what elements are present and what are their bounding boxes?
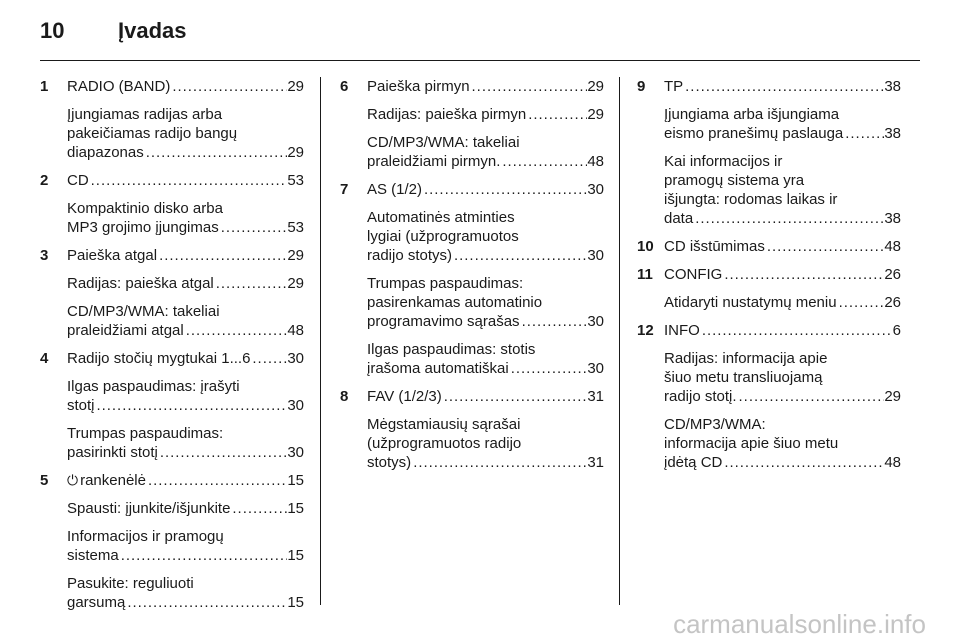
entry-body xyxy=(67,171,304,190)
dot-leader xyxy=(125,593,287,612)
toc-text xyxy=(664,387,737,406)
toc-line: (užprogramuotos radijo xyxy=(367,435,522,452)
page-ref: 30 xyxy=(287,350,304,367)
toc-text-value: CONFIG xyxy=(664,266,723,283)
column-3 xyxy=(637,77,901,481)
entry-body xyxy=(67,246,304,265)
toc-line xyxy=(664,453,901,472)
toc-text xyxy=(664,321,700,340)
toc-entry xyxy=(40,349,304,462)
dot-leader xyxy=(89,171,288,190)
toc-sub-entry xyxy=(340,340,604,378)
page-ref: 30 xyxy=(587,360,604,377)
page-ref: 31 xyxy=(587,454,604,471)
toc-line: Kompaktinio disko arba xyxy=(67,200,223,217)
column-1 xyxy=(40,77,304,621)
column-divider xyxy=(619,77,620,605)
toc-text xyxy=(367,152,500,171)
toc-text-value: Spausti: įjunkite/išjunkite xyxy=(67,500,231,517)
entry-body xyxy=(67,349,304,368)
toc-sub-entry xyxy=(40,377,304,415)
toc-text-value: stotį xyxy=(67,397,95,414)
entry-body xyxy=(367,180,604,199)
toc-line: išjungta: rodomas laikas ir xyxy=(664,191,838,208)
toc-text xyxy=(67,396,95,415)
toc-entry xyxy=(340,180,604,378)
toc-text-value: garsumą xyxy=(67,594,126,611)
toc-entry-main xyxy=(637,77,901,96)
toc-entry-main xyxy=(40,471,304,490)
page-ref: 48 xyxy=(884,238,901,255)
toc-text xyxy=(67,246,157,265)
toc-line xyxy=(664,77,901,96)
toc-sub-entry xyxy=(40,302,304,340)
dot-leader xyxy=(700,321,893,340)
toc-text xyxy=(67,443,158,462)
toc-text xyxy=(367,359,509,378)
toc-line xyxy=(367,77,604,96)
dot-leader xyxy=(411,453,587,472)
dot-leader xyxy=(765,237,884,256)
toc-entry-main xyxy=(637,237,901,256)
toc-text-value: MP3 grojimo įjungimas xyxy=(67,219,219,236)
toc-line xyxy=(664,293,901,312)
toc-text-value: FAV (1/2/3) xyxy=(367,388,442,405)
toc-entry xyxy=(637,77,901,228)
page-ref: 30 xyxy=(587,247,604,264)
page-ref: 30 xyxy=(587,181,604,198)
entry-body xyxy=(664,265,901,284)
page-title: Įvadas xyxy=(118,18,187,43)
toc-entry xyxy=(340,387,604,472)
entry-number: 7 xyxy=(340,181,349,198)
toc-text xyxy=(367,77,470,96)
toc-line xyxy=(67,321,304,340)
header-rule xyxy=(40,60,920,61)
entry-body xyxy=(664,237,901,256)
toc-text-value: įrašoma automatiškai xyxy=(367,360,509,377)
page-ref: 53 xyxy=(287,219,304,236)
toc-text-value: stotys) xyxy=(367,454,412,471)
entry-body xyxy=(67,471,304,490)
page-number: 10 xyxy=(40,18,65,43)
toc-entry xyxy=(637,265,901,312)
page-ref: 29 xyxy=(287,275,304,292)
page-ref: 29 xyxy=(287,247,304,264)
entry-body xyxy=(664,321,901,340)
toc-text-value: Radijas: paieška pirmyn xyxy=(367,106,527,123)
dot-leader xyxy=(693,209,884,228)
dot-leader xyxy=(422,180,587,199)
toc-text xyxy=(664,453,722,472)
toc-line: pramogų sistema yra xyxy=(664,172,805,189)
toc-line xyxy=(367,152,604,171)
toc-text-value: CD xyxy=(67,172,89,189)
page-ref: 29 xyxy=(287,78,304,95)
toc-text xyxy=(664,293,837,312)
page-ref: 53 xyxy=(287,172,304,189)
toc-text xyxy=(67,546,119,565)
toc-entry-main xyxy=(637,265,901,284)
toc-text-value: sistema xyxy=(67,547,119,564)
toc-line xyxy=(367,246,604,265)
column-divider xyxy=(320,77,321,605)
toc-sub-entry xyxy=(40,499,304,518)
toc-entry-main xyxy=(40,349,304,368)
column-2 xyxy=(340,77,604,481)
toc-text-value: eismo pranešimų paslauga xyxy=(664,125,844,142)
dot-leader xyxy=(737,387,885,406)
toc-line: Informacijos ir pramogų xyxy=(67,528,224,545)
toc-entry-main xyxy=(40,171,304,190)
toc-text-value: praleidžiami atgal xyxy=(67,322,184,339)
toc-sub-entry xyxy=(40,527,304,565)
toc-line xyxy=(664,209,901,228)
toc-line xyxy=(367,453,604,472)
toc-line xyxy=(367,312,604,331)
toc-text xyxy=(664,124,843,143)
toc-line xyxy=(367,105,604,124)
toc-line: Įjungiama arba išjungiama xyxy=(664,106,840,123)
entry-body xyxy=(67,77,304,96)
toc-text xyxy=(67,77,170,96)
toc-line: Kai informacijos ir xyxy=(664,153,783,170)
toc-text xyxy=(67,593,125,612)
dot-leader xyxy=(158,443,287,462)
power-icon: ⏻ xyxy=(67,472,79,488)
dot-leader xyxy=(144,143,288,162)
entry-number: 1 xyxy=(40,78,49,95)
toc-sub-entry xyxy=(40,274,304,293)
toc-entry xyxy=(637,321,901,472)
toc-line xyxy=(664,321,901,340)
toc-entry xyxy=(40,246,304,340)
toc-line xyxy=(664,124,901,143)
dot-leader xyxy=(230,499,287,518)
entry-body xyxy=(664,77,901,96)
toc-line xyxy=(367,359,604,378)
dot-leader xyxy=(214,274,288,293)
toc-entry xyxy=(40,77,304,162)
toc-sub-entry xyxy=(40,105,304,162)
toc-line xyxy=(67,218,304,237)
page-ref: 48 xyxy=(884,454,901,471)
toc-line xyxy=(67,349,304,368)
dot-leader xyxy=(520,312,588,331)
entry-number: 2 xyxy=(40,172,49,189)
entry-number: 9 xyxy=(637,78,646,95)
toc-text xyxy=(67,499,230,518)
toc-text xyxy=(67,321,184,340)
toc-entry xyxy=(40,471,304,612)
toc-text-value: pasirinkti stotį xyxy=(67,444,158,461)
dot-leader xyxy=(250,349,287,368)
dot-leader xyxy=(170,77,287,96)
toc-sub-entry xyxy=(340,274,604,331)
dot-leader xyxy=(509,359,588,378)
toc-text-value: įdėtą CD xyxy=(664,454,723,471)
toc-text xyxy=(367,105,526,124)
toc-text xyxy=(67,143,144,162)
toc-line xyxy=(664,387,901,406)
toc-line xyxy=(67,171,304,190)
toc-text xyxy=(367,453,411,472)
page-ref: 38 xyxy=(884,78,901,95)
toc-line xyxy=(67,143,304,162)
entry-body xyxy=(367,387,604,406)
toc-text-value: Paieška atgal xyxy=(67,247,158,264)
toc-text-value: radijo stotį. xyxy=(664,388,737,405)
toc-text xyxy=(367,180,422,199)
entry-number: 8 xyxy=(340,388,349,405)
toc-line xyxy=(67,471,304,490)
page-ref: 6 xyxy=(892,322,901,339)
toc-line: Ilgas paspaudimas: stotis xyxy=(367,341,536,358)
toc-sub-entry xyxy=(637,293,901,312)
toc-line: šiuo metu transliuojamą xyxy=(664,369,823,386)
toc-line xyxy=(664,237,901,256)
toc-text-value: Paieška pirmyn xyxy=(367,78,470,95)
toc-line xyxy=(67,246,304,265)
toc-text-value: programavimo sąrašas xyxy=(367,313,520,330)
dot-leader xyxy=(500,152,587,171)
page-ref: 29 xyxy=(587,78,604,95)
toc-text-value: Radijas: paieška atgal xyxy=(67,275,214,292)
toc-sub-entry xyxy=(40,574,304,612)
toc-entry-main xyxy=(40,246,304,265)
toc-text xyxy=(67,349,250,368)
toc-text-value: RADIO (BAND) xyxy=(67,78,171,95)
toc-line xyxy=(67,593,304,612)
toc-sub-entry xyxy=(340,133,604,171)
toc-entry xyxy=(637,237,901,256)
toc-sub-entry xyxy=(340,105,604,124)
toc-sub-entry xyxy=(340,208,604,265)
toc-text-value: data xyxy=(664,210,694,227)
toc-entry-main xyxy=(340,180,604,199)
toc-entry-main xyxy=(637,321,901,340)
toc-text-value: Atidaryti nustatymų meniu xyxy=(664,294,837,311)
dot-leader xyxy=(95,396,288,415)
toc-line xyxy=(67,274,304,293)
toc-sub-entry xyxy=(637,152,901,228)
toc-text xyxy=(664,265,722,284)
entry-body xyxy=(367,77,604,96)
toc-text-value: Radijo stočių mygtukai 1...6 xyxy=(67,350,251,367)
toc-line: pakeičiamas radijo bangų xyxy=(67,125,238,142)
toc-text-value: rankenėlė xyxy=(80,472,146,489)
toc-line: Trumpas paspaudimas: xyxy=(367,275,524,292)
toc-sub-entry xyxy=(40,424,304,462)
toc-line: Trumpas paspaudimas: xyxy=(67,425,224,442)
toc-entry-main xyxy=(340,77,604,96)
toc-line xyxy=(67,77,304,96)
toc-sub-entry xyxy=(637,349,901,406)
toc-line: CD/MP3/WMA: takeliai xyxy=(67,303,220,320)
dot-leader xyxy=(157,246,287,265)
toc-text xyxy=(664,209,693,228)
toc-text xyxy=(367,387,442,406)
toc-line xyxy=(67,396,304,415)
dot-leader xyxy=(722,265,884,284)
watermark: carmanualsonline.info xyxy=(673,609,926,639)
toc-text xyxy=(367,246,452,265)
toc-line: Mėgstamiausių sąrašai xyxy=(367,416,521,433)
toc-entry xyxy=(40,171,304,237)
page-ref: 29 xyxy=(587,106,604,123)
toc-sub-entry xyxy=(637,415,901,472)
toc-text-value: diapazonas xyxy=(67,144,144,161)
page-ref: 30 xyxy=(287,444,304,461)
toc-text xyxy=(67,171,89,190)
dot-leader xyxy=(442,387,588,406)
toc-sub-entry xyxy=(637,105,901,143)
dot-leader xyxy=(119,546,288,565)
toc-text-value: TP xyxy=(664,78,684,95)
toc-text-value: AS (1/2) xyxy=(367,181,423,198)
page-ref: 31 xyxy=(587,388,604,405)
toc-entry-main xyxy=(340,387,604,406)
entry-number: 3 xyxy=(40,247,49,264)
toc-line: CD/MP3/WMA: takeliai xyxy=(367,134,520,151)
toc-text-value: praleidžiami pirmyn. xyxy=(367,153,501,170)
page-ref: 30 xyxy=(287,397,304,414)
toc-line: CD/MP3/WMA: xyxy=(664,416,766,433)
toc-text xyxy=(664,77,683,96)
toc-line: informacija apie šiuo metu xyxy=(664,435,839,452)
toc-line: Automatinės atminties xyxy=(367,209,515,226)
toc-sub-entry xyxy=(40,199,304,237)
toc-line xyxy=(367,180,604,199)
page-ref: 48 xyxy=(287,322,304,339)
page-ref: 30 xyxy=(587,313,604,330)
entry-number: 6 xyxy=(340,78,349,95)
dot-leader xyxy=(526,105,587,124)
toc-sub-entry xyxy=(340,415,604,472)
dot-leader xyxy=(843,124,884,143)
toc-line: lygiai (užprogramuotos xyxy=(367,228,519,245)
toc-line: Ilgas paspaudimas: įrašyti xyxy=(67,378,240,395)
toc-text-value: CD išstūmimas xyxy=(664,238,765,255)
entry-number: 10 xyxy=(637,238,654,255)
toc-text-value: radijo stotys) xyxy=(367,247,453,264)
page-ref: 38 xyxy=(884,210,901,227)
toc-entry-main xyxy=(40,77,304,96)
toc-line xyxy=(67,546,304,565)
toc-line xyxy=(664,265,901,284)
toc-entry xyxy=(340,77,604,171)
page-ref: 15 xyxy=(287,547,304,564)
page-ref: 26 xyxy=(884,294,901,311)
page-ref: 26 xyxy=(884,266,901,283)
page-ref: 29 xyxy=(884,388,901,405)
dot-leader xyxy=(470,77,588,96)
toc-line: pasirenkamas automatinio xyxy=(367,294,543,311)
entry-number: 11 xyxy=(637,266,653,283)
page-ref: 48 xyxy=(587,153,604,170)
toc-line xyxy=(67,443,304,462)
dot-leader xyxy=(837,293,885,312)
entry-number: 12 xyxy=(637,322,654,339)
toc-text xyxy=(67,471,146,490)
dot-leader xyxy=(146,471,287,490)
toc-line: Radijas: informacija apie xyxy=(664,350,828,367)
dot-leader xyxy=(184,321,288,340)
toc-text xyxy=(664,237,765,256)
toc-line: Įjungiamas radijas arba xyxy=(67,106,223,123)
toc-text xyxy=(367,312,520,331)
page-ref: 38 xyxy=(884,125,901,142)
toc-line xyxy=(67,499,304,518)
dot-leader xyxy=(683,77,884,96)
dot-leader xyxy=(219,218,288,237)
page-ref: 15 xyxy=(287,472,304,489)
dot-leader xyxy=(452,246,587,265)
toc-text-value: INFO xyxy=(664,322,700,339)
dot-leader xyxy=(722,453,884,472)
entry-number: 4 xyxy=(40,350,49,367)
page-ref: 29 xyxy=(287,144,304,161)
toc-text xyxy=(67,218,219,237)
toc-line xyxy=(367,387,604,406)
page-ref: 15 xyxy=(287,594,304,611)
toc-line: Pasukite: reguliuoti xyxy=(67,575,194,592)
entry-number: 5 xyxy=(40,472,49,489)
page-ref: 15 xyxy=(287,500,304,517)
toc-text xyxy=(67,274,214,293)
